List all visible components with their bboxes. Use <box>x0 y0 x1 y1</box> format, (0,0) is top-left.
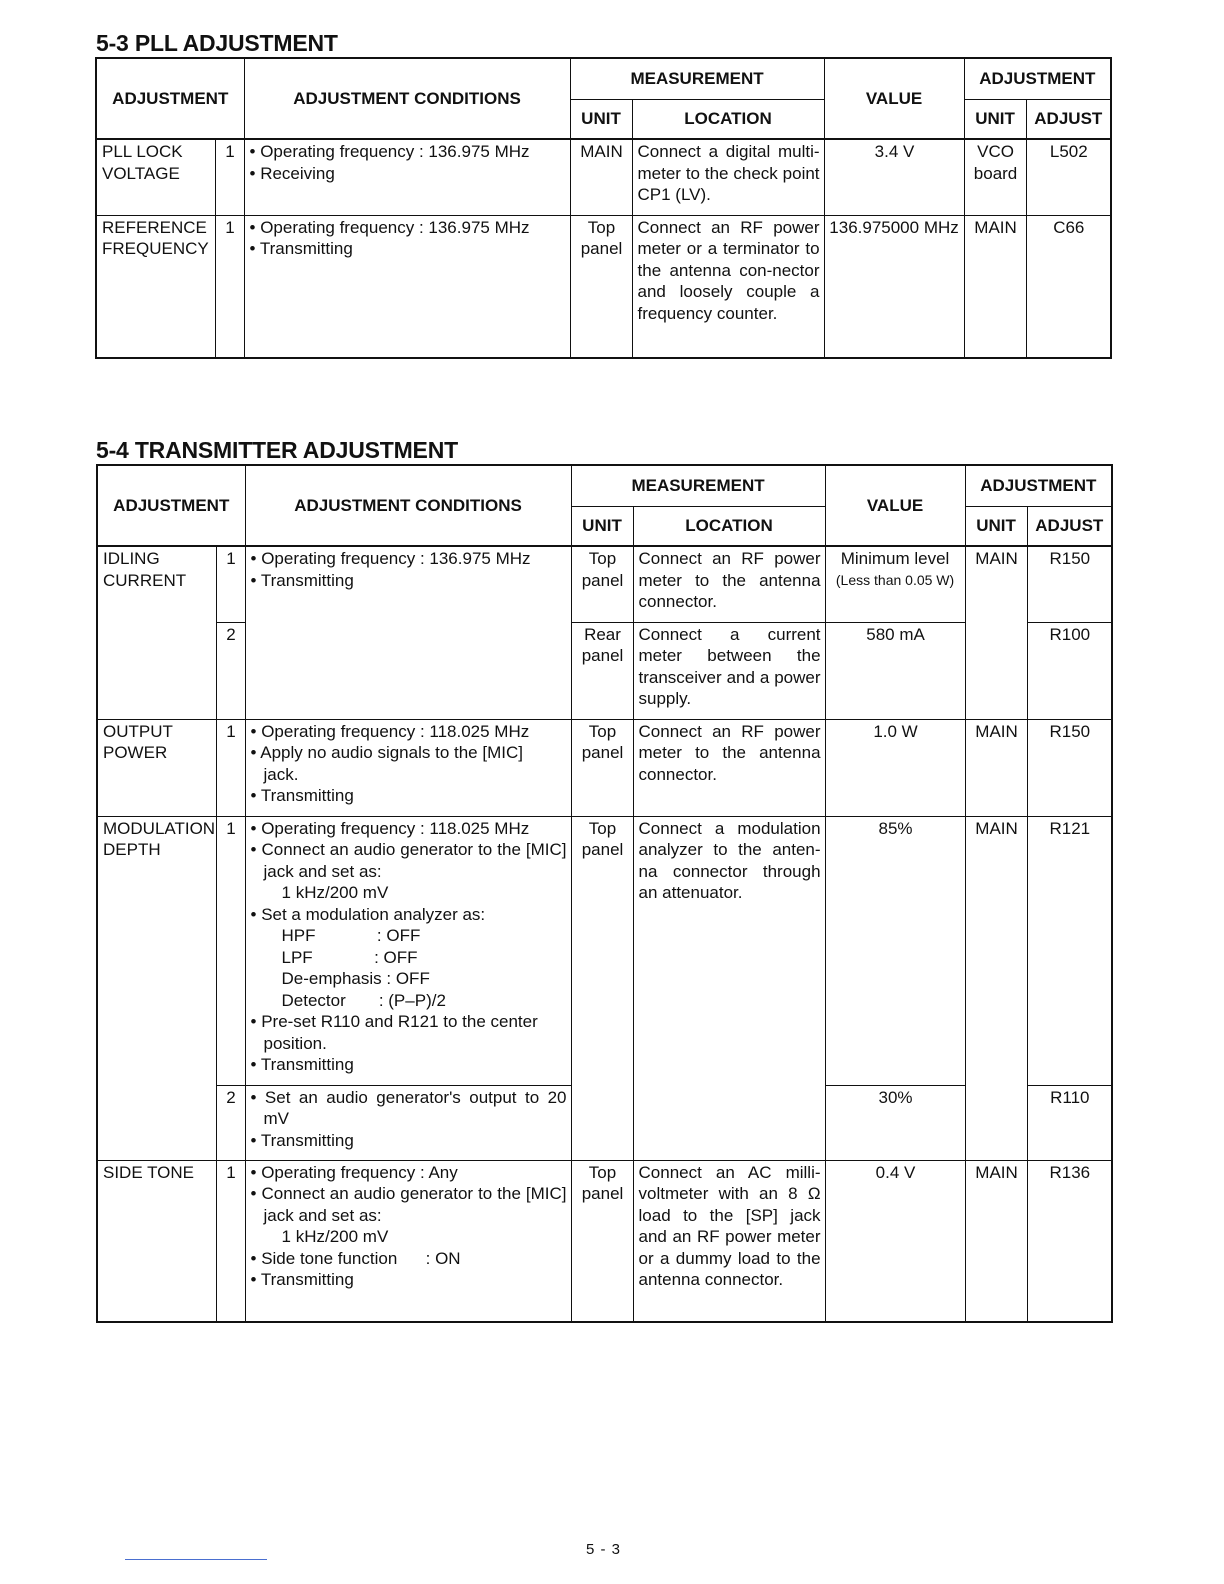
adjustment-name: IDLING CURRENT <box>97 546 216 719</box>
measurement-unit: Top panel <box>571 719 633 816</box>
measurement-unit: MAIN <box>570 139 632 215</box>
header-adjustment: ADJUSTMENT <box>96 58 244 139</box>
header-location: LOCATION <box>633 506 825 546</box>
transmitter-adjustment-table <box>96 464 1113 1323</box>
adjustment-unit: MAIN <box>965 546 1027 719</box>
step-number: 1 <box>216 816 245 1085</box>
header-conditions: ADJUSTMENT CONDITIONS <box>245 465 571 546</box>
value: 136.975000 MHz <box>824 215 964 358</box>
adjustment-unit: VCO board <box>964 139 1026 215</box>
step-number: 2 <box>216 1085 245 1160</box>
conditions: • Operating frequency : 136.975 MHz • Transmitting <box>244 215 570 358</box>
location: Connect a modulation analyzer to the anten-na connector through an attenuator. <box>633 816 825 1160</box>
adjust-part: R150 <box>1027 719 1112 816</box>
step-number: 1 <box>216 719 245 816</box>
value: 3.4 V <box>824 139 964 215</box>
adjust-part: C66 <box>1026 215 1111 358</box>
table-row <box>96 139 1111 215</box>
footer-link-underline <box>125 1559 267 1560</box>
conditions: • Operating frequency : 136.975 MHz • Receiving <box>244 139 570 215</box>
value: 85% <box>825 816 965 1085</box>
value: 580 mA <box>825 622 965 719</box>
header-measurement-unit: UNIT <box>570 99 632 139</box>
adjustment-name: PLL LOCK VOLTAGE <box>96 139 215 215</box>
header-adjust: ADJUST <box>1026 99 1111 139</box>
step-number: 2 <box>216 622 245 719</box>
header-value: VALUE <box>824 58 964 139</box>
section-title-pll: 5-3 PLL ADJUSTMENT <box>96 30 338 56</box>
step-number: 1 <box>216 1160 245 1322</box>
adjustment-unit: MAIN <box>965 1160 1027 1322</box>
conditions: • Operating frequency : 136.975 MHz • Transmitting <box>245 546 571 719</box>
table-row <box>96 215 1111 358</box>
conditions: • Operating frequency : 118.025 MHz • Apply no audio signals to the [MIC] jack. • Transmitting <box>245 719 571 816</box>
header-measurement-unit: UNIT <box>571 506 633 546</box>
measurement-unit: Top panel <box>570 215 632 358</box>
header-adjustment-unit: UNIT <box>964 99 1026 139</box>
location: Connect an AC milli-voltmeter with an 8 Ω load to the [SP] jack and an RF power meter or a dummy load to the antenna connector. <box>633 1160 825 1322</box>
adjust-part: R121 <box>1027 816 1112 1085</box>
adjust-part: L502 <box>1026 139 1111 215</box>
header-adjust: ADJUST <box>1027 506 1112 546</box>
value: Minimum level (Less than 0.05 W) <box>825 546 965 622</box>
section-title-transmitter: 5-4 TRANSMITTER ADJUSTMENT <box>96 437 458 463</box>
adjustment-unit: MAIN <box>965 719 1027 816</box>
table-row <box>97 719 1112 816</box>
value: 30% <box>825 1085 965 1160</box>
adjustment-name: REFERENCE FREQUENCY <box>96 215 215 358</box>
step-number: 1 <box>215 139 244 215</box>
conditions: • Operating frequency : Any • Connect an audio generator to the [MIC] jack and set as: 1 kHz/200 mV • Side tone function : ON • Transmitting <box>245 1160 571 1322</box>
value: 0.4 V <box>825 1160 965 1322</box>
adjust-part: R150 <box>1027 546 1112 622</box>
table-row <box>97 546 1112 622</box>
location: Connect a digital multi-meter to the check point CP1 (LV). <box>632 139 824 215</box>
location: Connect an RF power meter or a terminator to the antenna con-nector and loosely couple a frequency counter. <box>632 215 824 358</box>
adjust-part: R100 <box>1027 622 1112 719</box>
step-number: 1 <box>215 215 244 358</box>
adjust-part: R136 <box>1027 1160 1112 1322</box>
location: Connect an RF power meter to the antenna connector. <box>633 719 825 816</box>
measurement-unit: Top panel <box>571 546 633 622</box>
value: 1.0 W <box>825 719 965 816</box>
step-number: 1 <box>216 546 245 622</box>
header-value: VALUE <box>825 465 965 546</box>
header-conditions: ADJUSTMENT CONDITIONS <box>244 58 570 139</box>
location: Connect a current meter between the transceiver and a power supply. <box>633 622 825 719</box>
location: Connect an RF power meter to the antenna connector. <box>633 546 825 622</box>
measurement-unit: Rear panel <box>571 622 633 719</box>
adjustment-name: SIDE TONE <box>97 1160 216 1322</box>
header-location: LOCATION <box>632 99 824 139</box>
table-row <box>97 1160 1112 1322</box>
header-adjustment: ADJUSTMENT <box>97 465 245 546</box>
conditions: • Operating frequency : 118.025 MHz • Connect an audio generator to the [MIC] jack and set as: 1 kHz/200 mV • Set a modulation analyzer as: HPF : OFF LPF : OFF De-emphasis : OFF Detector : (P–P)/2 • Pre-set R110 and R121 to the center position. • Transmitting <box>245 816 571 1085</box>
adjustment-name: OUTPUT POWER <box>97 719 216 816</box>
conditions: • Set an audio generator's output to 20 mV • Transmitting <box>245 1085 571 1160</box>
pll-adjustment-table <box>95 57 1112 359</box>
adjustment-unit: MAIN <box>964 215 1026 358</box>
measurement-unit: Top panel <box>571 1160 633 1322</box>
page-number: 5 - 3 <box>586 1541 622 1558</box>
header-adjustment-unit: UNIT <box>965 506 1027 546</box>
measurement-unit: Top panel <box>571 816 633 1160</box>
header-measurement: MEASUREMENT <box>570 58 824 99</box>
header-measurement: MEASUREMENT <box>571 465 825 506</box>
adjustment-unit: MAIN <box>965 816 1027 1160</box>
header-adjustment-group: ADJUSTMENT <box>964 58 1111 99</box>
adjustment-name: MODULATION DEPTH <box>97 816 216 1160</box>
header-adjustment-group: ADJUSTMENT <box>965 465 1112 506</box>
table-row <box>97 816 1112 1085</box>
adjust-part: R110 <box>1027 1085 1112 1160</box>
